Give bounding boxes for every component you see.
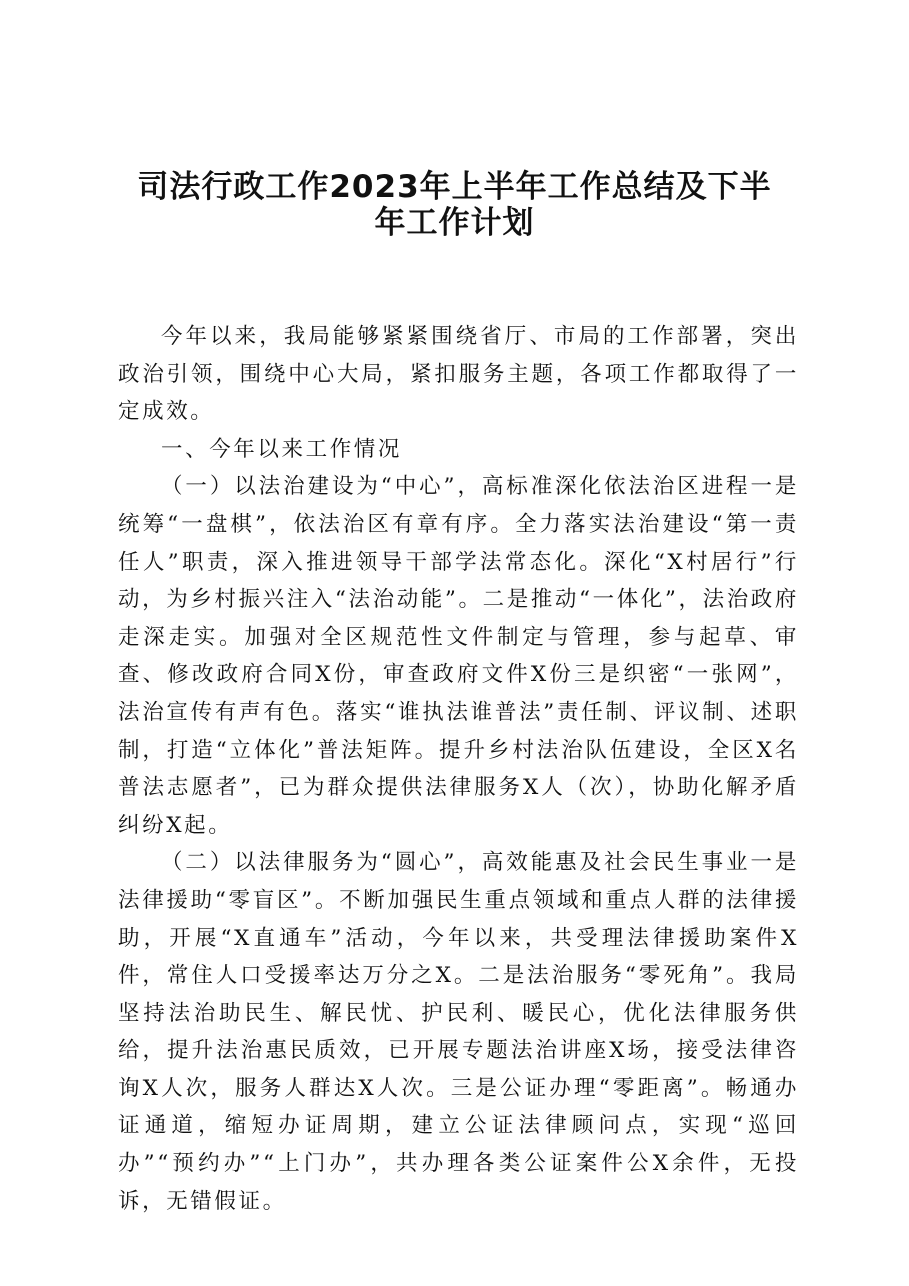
section-2-paragraph: （二）以法律服务为“圆心”，高效能惠及社会民生事业一是法律援助“零盲区”。不断加强民生重点领域和重点人群的法律援助，开展“X直通车”活动，今年以来，共受理法律援助案件X件，常住人口受援率达万分之X。二是法治服务“零死角”。我局坚持法治助民生、解民忧、护民利、暖民心，优化法律服务供给，提升法治惠民质效，已开展专题法治讲座X场，接受法律咨询X人次，服务人群达X人次。三是公证办理“零距离”。畅通办证通道，缩短办证周期，建立公证法律顾问点，实现“巡回办”“预约办”“上门办”，共办理各类公证案件公X余件，无投诉，无错假证。	[118, 850, 799, 1214]
document-title-line-2: 年工作计划	[374, 205, 535, 241]
intro-paragraph: 今年以来，我局能够紧紧围绕省厅、市局的工作部署，突出政治引领，围绕中心大局，紧扣服务主题，各项工作都取得了一定成效。	[118, 324, 799, 425]
document-body	[118, 318, 799, 1220]
section-heading: 一、今年以来工作情况	[161, 436, 403, 462]
document-title-line-1: 司法行政工作2023年上半年工作总结及下半	[137, 169, 772, 205]
section-1-paragraph: （一）以法治建设为“中心”，高标准深化依法治区进程一是统筹“一盘棋”，依法治区有章有序。全力落实法治建设“第一责任人”职责，深入推进领导干部学法常态化。深化“X村居行”行动，为乡村振兴注入“法治动能”。二是推动“一体化”，法治政府走深走实。加强对全区规范性文件制定与管理，参与起草、审查、修改政府合同X份，审查政府文件X份三是织密“一张网”，法治宣传有声有色。落实“谁执法谁普法”责任制、评议制、述职制，打造“立体化”普法矩阵。提升乡村法治队伍建设，全区X名普法志愿者”，已为群众提供法律服务X人（次），协助化解矛盾纠纷X起。	[118, 474, 799, 838]
